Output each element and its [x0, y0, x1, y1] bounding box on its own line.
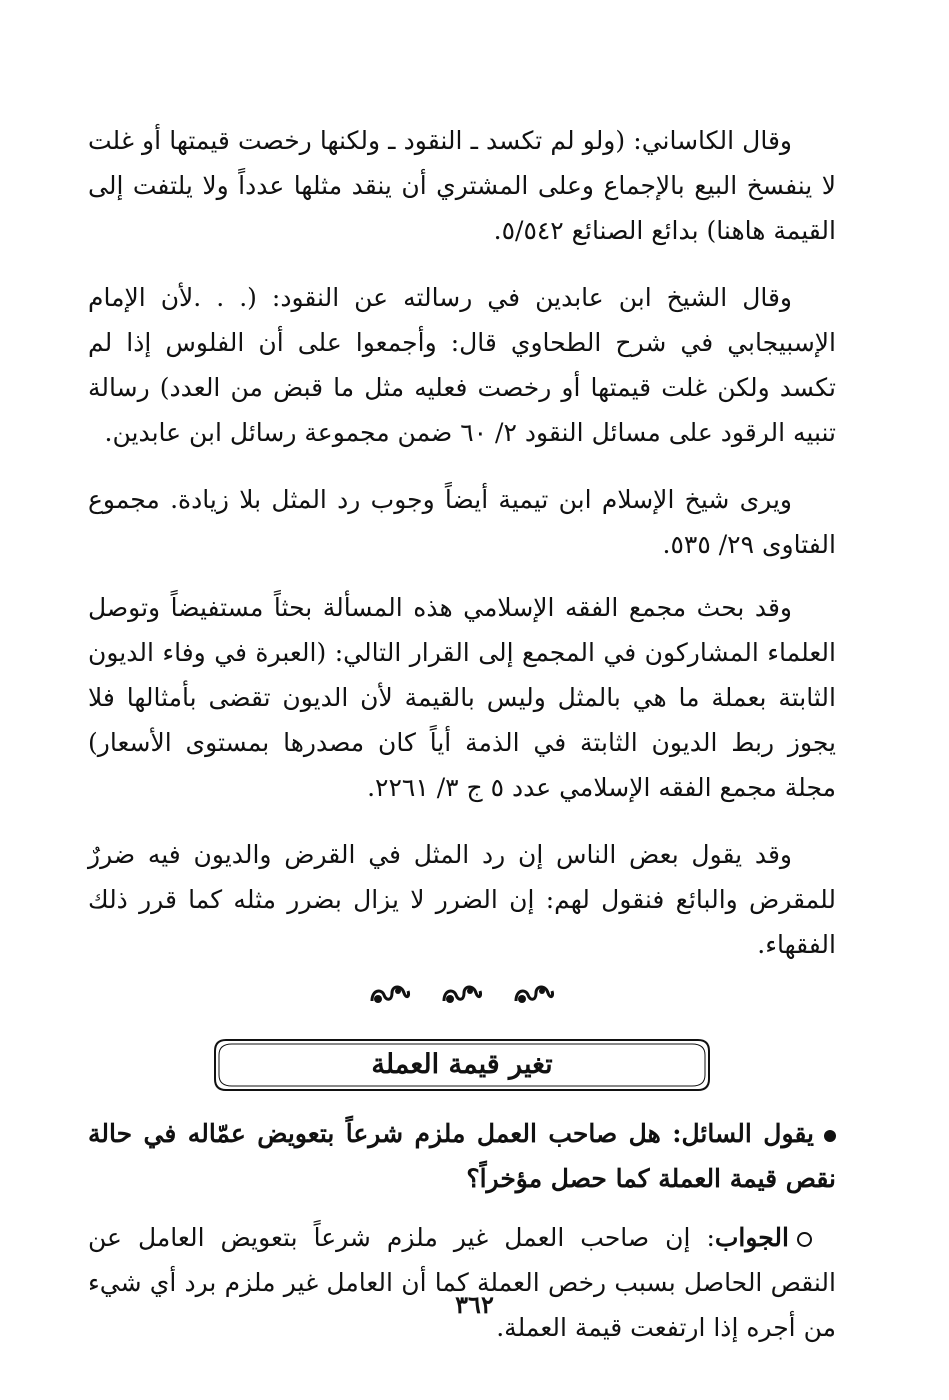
paragraph-harm: وقد يقول بعض الناس إن رد المثل في القرض والديون فيه ضررٌ للمقرض والبائع فنقول لهم: إن الضرر لا يزال بضرر مثله كما قرر ذلك الفقهاء.	[88, 840, 836, 959]
answer-label: الجواب	[714, 1223, 789, 1252]
paragraph-ibn-taymiyya: ويرى شيخ الإسلام ابن تيمية أيضاً وجوب رد المثل بلا زيادة. مجموع الفتاوى ٢٩/ ٥٣٥.	[88, 485, 836, 559]
question-text: يقول السائل: هل صاحب العمل ملزم شرعاً بتعويض عمّاله في حالة نقص قيمة العملة كما حصل مؤخراً؟	[88, 1119, 836, 1193]
paragraph-fiqh-academy: وقد بحث مجمع الفقه الإسلامي هذه المسألة بحثاً مستفيضاً وتوصل العلماء المشاركون في المجمع إلى القرار التالي: (العبرة في وفاء الديون الثابتة بعملة ما هي بالمثل وليس بالقيمة لأن الديون تقضى بأمثالها فلا يجوز ربط الديون الثابتة في الذمة أياً كان مصدرها بمستوى الأسعار) مجلة مجمع الفقه الإسلامي عدد ٥ ج ٣/ ٢٢٦١.	[88, 593, 836, 802]
answer-text: : إن صاحب العمل غير ملزم شرعاً بتعويض العامل عن النقص الحاصل بسبب رخص العملة كما أن العامل غير ملزم برد أي شيء من أجره إذا ارتفعت قيمة العملة.	[88, 1223, 836, 1342]
paragraph-kasani: وقال الكاساني: (ولو لم تكسد ـ النقود ـ ولكنها رخصت قيمتها أو غلت لا ينفسخ البيع بالإجماع وعلى المشتري أن ينقد مثلها عدداً ولا يلتفت إلى القيمة هاهنا) بدائع الصنائع ٥/٥٤٢.	[88, 126, 836, 245]
question	[88, 1111, 836, 1201]
section-title-box	[212, 1037, 712, 1093]
page-number: ٣٦٢	[455, 1290, 494, 1319]
answer	[88, 1215, 836, 1350]
ornament-icon	[512, 981, 556, 1007]
circle-bullet-icon	[797, 1232, 812, 1247]
paragraph-ibn-abidin: وقال الشيخ ابن عابدين في رسالته عن النقود: (. . .لأن الإمام الإسبيجابي في شرح الطحاوي قال: وأجمعوا على أن الفلوس إذا لم تكسد ولكن غلت قيمتها أو رخصت فعليه مثل ما قبض من العدد) رسالة تنبيه الرقود على مسائل النقود ٢/ ٦٠ ضمن مجموعة رسائل ابن عابدين.	[88, 283, 836, 447]
section-title: تغير قيمة العملة	[371, 1049, 553, 1080]
ornament-icon	[440, 981, 484, 1007]
ornament-icon	[368, 981, 412, 1007]
page-body	[88, 118, 836, 1350]
bullet-icon	[824, 1130, 836, 1142]
section-divider	[88, 981, 836, 1007]
